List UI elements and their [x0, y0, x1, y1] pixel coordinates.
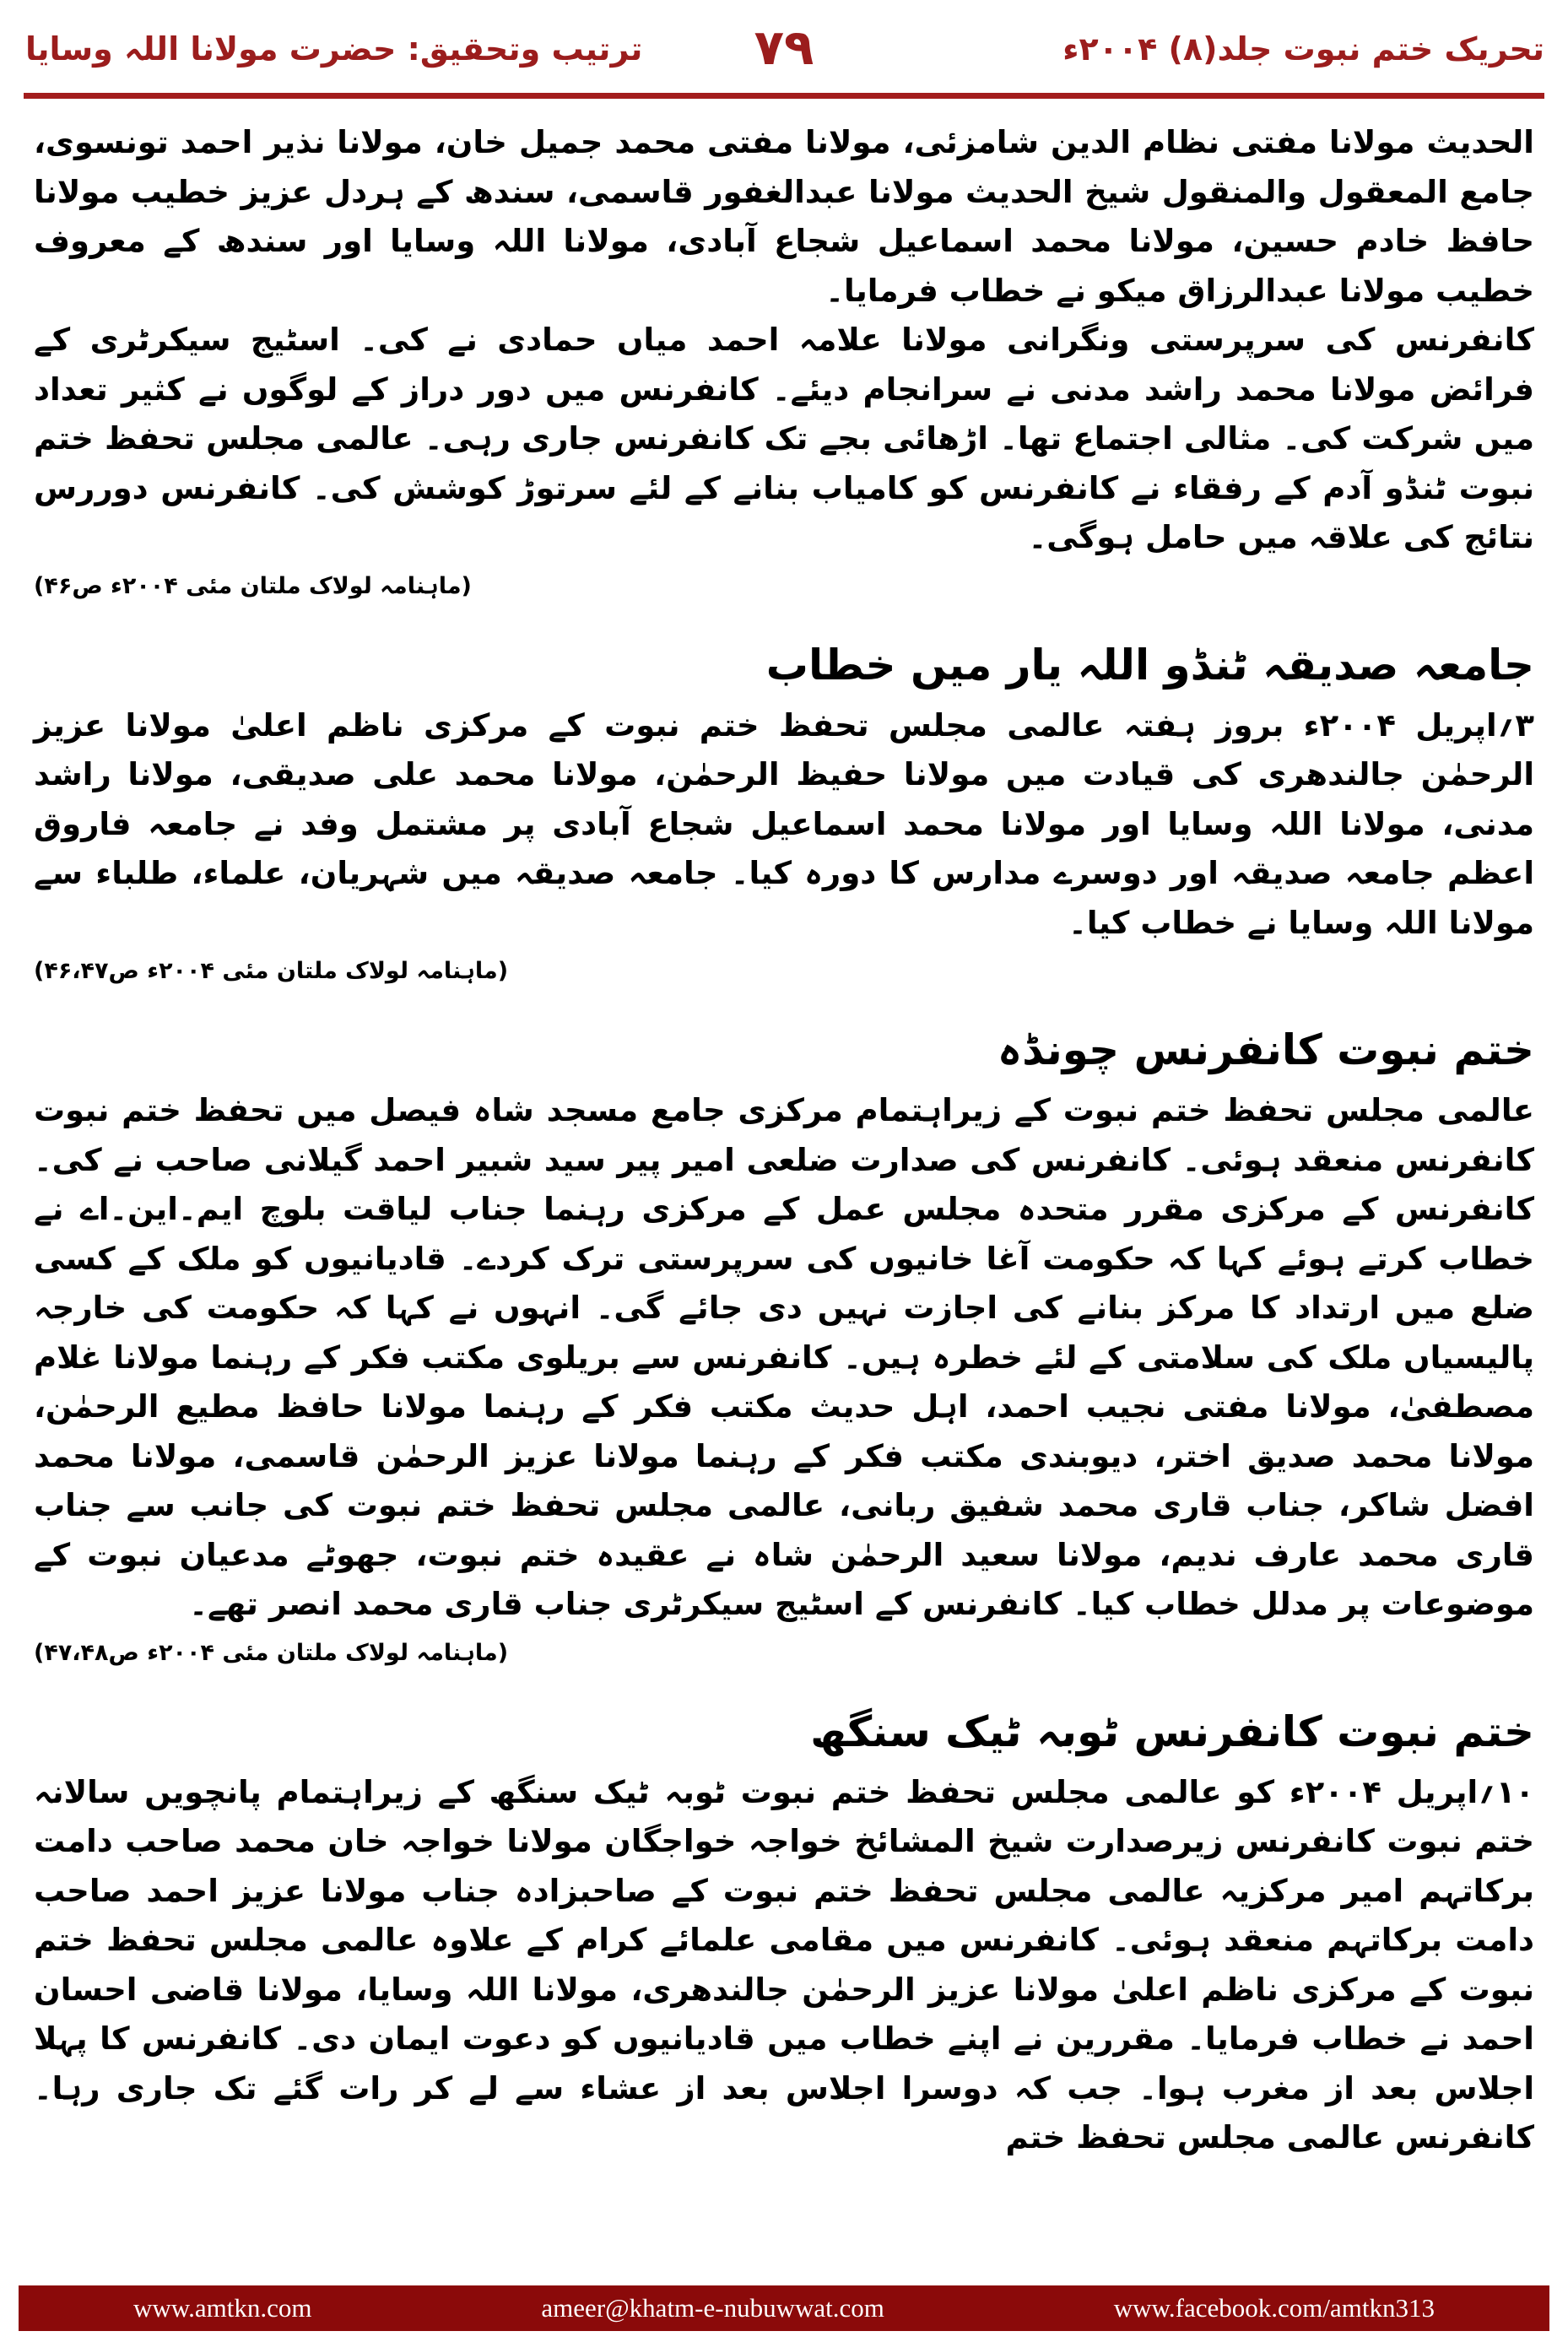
- section-heading: ختم نبوت کانفرنس ٹوبہ ٹیک سنگھ: [810, 1706, 1534, 1756]
- book-title: تحریک ختم نبوت جلد(۸) ۲۰۰۴ء: [1062, 30, 1544, 68]
- paragraph: عالمی مجلس تحفظ ختم نبوت کے زیراہتمام مرکزی جامع مسجد شاہ فیصل میں تحفظ ختم نبوت کانفرنس منعقد ہوئی۔ کانفرنس کی صدارت ضلعی امیر پیر سید شبیر احمد گیلانی صاحب نے کی۔ کانفرنس کے مرکزی مقرر متحدہ مجلس عمل کے مرکزی رہنما جناب لیاقت بلوچ ایم۔این۔اے نے خطاب کرتے ہوئے کہا کہ حکومت آغا خانیوں کی سرپرستی ترک کردے۔ قادیانیوں کو ملک کے کسی ضلع میں ارتداد کا مرکز بنانے کی اجازت نہیں دی جائے گی۔ انہوں نے کہا کہ حکومت کی خارجہ پالیسیاں ملک کی سلامتی کے لئے خطرہ ہیں۔ کانفرنس سے بریلوی مکتب فکر کے رہنما مولانا غلام مصطفیٰ، مولانا مفتی نجیب احمد، اہل حدیث مکتب فکر کے رہنما مولانا حافظ مطیع الرحمٰن، مولانا محمد صدیق اختر، دیوبندی مکتب فکر کے رہنما مولانا عزیز الرحمٰن قاسمی، مولانا محمد افضل شاکر، جناب قاری محمد شفیق ربانی، عالمی مجلس تحفظ ختم نبوت کی جانب سے جناب قاری محمد عارف ندیم، مولانا سعید الرحمٰن شاہ نے عقیدہ ختم نبوت، جھوٹے مدعیان نبوت کے موضوعات پر مدلل خطاب کیا۔ کانفرنس کے اسٹیج سیکرٹری جناب قاری محمد انصر تھے۔: [34, 1092, 1534, 1622]
- page-footer: [19, 2285, 1549, 2331]
- reference-citation: (ماہنامہ لولاک ملتان مئی ۲۰۰۴ء ص۴۷،۴۸): [34, 1639, 509, 1666]
- paragraph: الحدیث مولانا مفتی نظام الدین شامزئی، مولانا مفتی محمد جمیل خان، مولانا نذیر احمد تونسوی، جامع المعقول والمنقول شیخ الحدیث مولانا عبدالغفور قاسمی، سندھ کے ہردل عزیز خطیب مولانا حافظ خادم حسین، مولانا محمد اسماعیل شجاع آبادی، مولانا اللہ وسایا اور سندھ کے معروف خطیب مولانا عبدالرزاق میکو نے خطاب فرمایا۔: [34, 124, 1534, 309]
- header-divider: [24, 93, 1544, 99]
- page-body: [34, 118, 1534, 2163]
- section-heading: جامعہ صدیقہ ٹنڈو اللہ یار میں خطاب: [765, 640, 1534, 690]
- email-link[interactable]: ameer@khatm-e-nubuwwat.com: [541, 2293, 884, 2323]
- section-heading: ختم نبوت کانفرنس چونڈہ: [997, 1025, 1534, 1074]
- reference-citation: (ماہنامہ لولاک ملتان مئی ۲۰۰۴ء ص۴۶،۴۷): [34, 958, 509, 984]
- facebook-link[interactable]: www.facebook.com/amtkn313: [1113, 2293, 1436, 2323]
- paragraph: کانفرنس کی سرپرستی ونگرانی مولانا علامہ احمد میاں حمادی نے کی۔ اسٹیج سیکرٹری کے فرائض مولانا محمد راشد مدنی نے سرانجام دیئے۔ کانفرنس میں دور دراز کے لوگوں نے کثیر تعداد میں شرکت کی۔ مثالی اجتماع تھا۔ اڑھائی بجے تک کانفرنس جاری رہی۔ عالمی مجلس تحفظ ختم نبوت ٹنڈو آدم کے رفقاء نے کانفرنس کو کامیاب بنانے کے لئے سرتوڑ کوشش کی۔ کانفرنس دوررس نتائج کی علاقہ میں حامل ہوگی۔: [34, 322, 1534, 555]
- page-header: [0, 0, 1568, 100]
- website-link[interactable]: www.amtkn.com: [132, 2293, 312, 2323]
- reference-citation: (ماہنامہ لولاک ملتان مئی ۲۰۰۴ء ص۴۶): [34, 572, 472, 599]
- paragraph: ۳؍اپریل ۲۰۰۴ء بروز ہفتہ عالمی مجلس تحفظ ختم نبوت کے مرکزی ناظم اعلیٰ مولانا عزیز الرحمٰن جالندھری کی قیادت میں مولانا حفیظ الرحمٰن، مولانا محمد علی صدیقی، مولانا راشد مدنی، مولانا اللہ وسایا اور مولانا محمد اسماعیل شجاع آبادی پر مشتمل وفد نے جامعہ فاروق اعظم جامعہ صدیقہ اور دوسرے مدارس کا دورہ کیا۔ جامعہ صدیقہ میں شہریان، علماء، طلباء سے مولانا اللہ وسایا نے خطاب کیا۔: [34, 706, 1534, 941]
- page-number: ۷۹: [754, 19, 814, 76]
- paragraph: ۱۰؍اپریل ۲۰۰۴ء کو عالمی مجلس تحفظ ختم نبوت ٹوبہ ٹیک سنگھ کے زیراہتمام پانچویں سالانہ ختم نبوت کانفرنس زیرصدارت شیخ المشائخ خواجہ خواجگان مولانا خواجہ خان محمد صاحب دامت برکاتہم امیر مرکزیہ عالمی مجلس تحفظ ختم نبوت کے صاحبزادہ جناب مولانا عزیز احمد صاحب دامت برکاتہم منعقد ہوئی۔ کانفرنس میں مقامی علمائے کرام کے علاوہ عالمی مجلس تحفظ ختم نبوت کے مرکزی ناظم اعلیٰ مولانا عزیز الرحمٰن جالندھری، مولانا اللہ وسایا، مولانا قاضی احسان احمد نے خطاب فرمایا۔ مقررین نے اپنے خطاب میں قادیانیوں کو دعوت ایمان دی۔ کانفرنس کا پہلا اجلاس بعد از مغرب ہوا۔ جب کہ دوسرا اجلاس بعد از عشاء سے لے کر رات گئے تک جاری رہا۔ کانفرنس عالمی مجلس تحفظ ختم: [34, 1773, 1535, 2155]
- compiler-credit: ترتیب وتحقیق: حضرت مولانا اللہ وسایا: [25, 30, 643, 68]
